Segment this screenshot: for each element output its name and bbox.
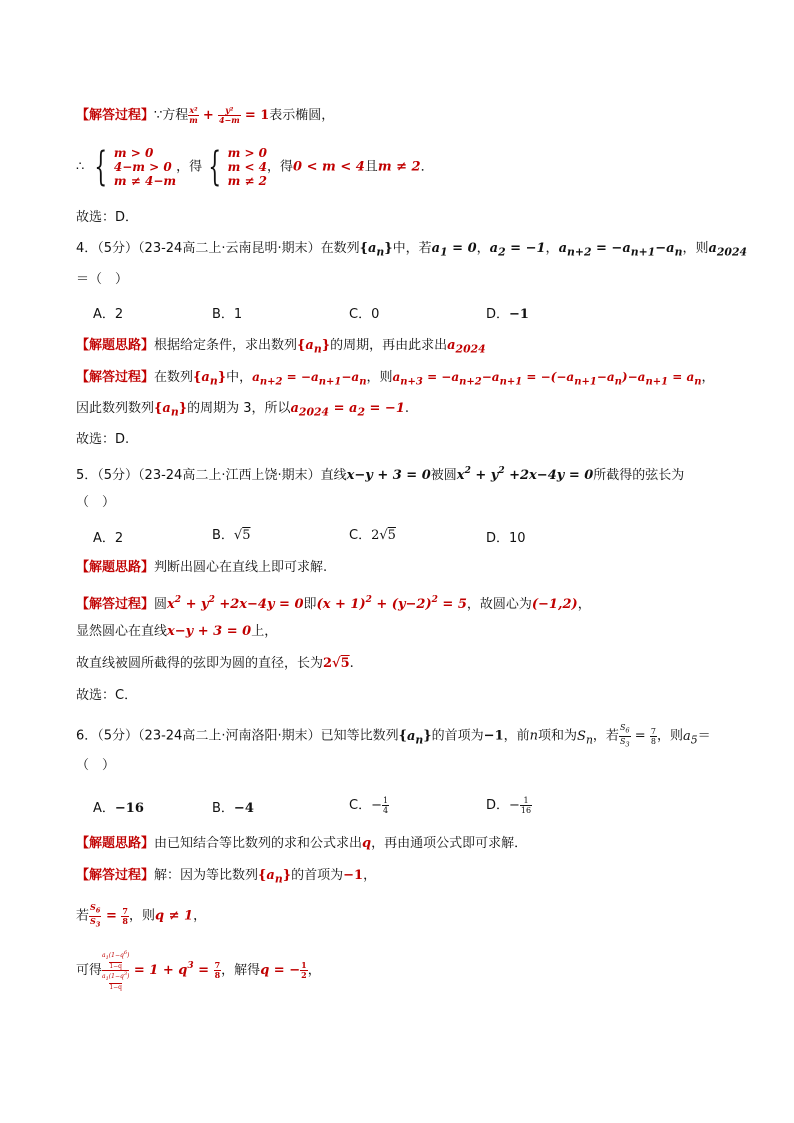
q6-stem-tail: （ ）	[76, 758, 116, 773]
q3-system-line: ∴ { m > 0 4−m > 0 m ≠ 4−m，得 { m > 0 m < 4 m ≠ 2，得0 < m < 4且m ≠ 2．	[76, 144, 434, 190]
q4-option-d: D．−1	[486, 307, 529, 322]
q4-answer: 故选：D.	[76, 432, 130, 447]
q5-stem: 5．（5分）（23-24高二上·江西上饶·期末）直线x−y + 3 = 0被圆$x^2 + y^2 +2x-4y = 0$所截得的弦长为	[76, 466, 685, 483]
q6-idea: 【解题思路】由已知结合等比数列的求和公式求出q，再由通项公式即可求解．	[76, 836, 528, 851]
q5-option-b: B．√5	[212, 528, 251, 543]
q5-process-3: 故直线被圆所截得的弦即为圆的直径，长为2√5.	[76, 656, 354, 671]
q6-process: 【解答过程】解：因为等比数列$\{a_n\}$的首项为−1，	[76, 868, 377, 886]
q4-option-a: A．2	[93, 307, 124, 322]
q3-process-line: 【解答过程】∵方程 $\frac{\text{x²}}{m}$ + $\frac{\text{y²}}{4-m}$ = 1表示椭圆，	[76, 105, 335, 125]
q5-option-a: A．2	[93, 531, 124, 546]
q6-option-b: B．−4	[212, 801, 254, 816]
q5-stem-tail: （ ）	[76, 495, 116, 510]
q5-process: 【解答过程】圆$x^2 + y^2 +2x-4y = 0$即$(x + 1)^2 + (y-2)^2 = 5$，故圆心为(−1,2)，	[76, 595, 591, 612]
q5-option-d: D．10	[486, 531, 526, 546]
q5-answer: 故选：C．	[76, 688, 138, 703]
q4-option-c: C．0	[349, 307, 380, 322]
process-tag: 【解答过程】	[76, 108, 155, 123]
q5-option-c: C．2√5	[349, 528, 396, 543]
q5-process-2: 显然圆心在直线x−y + 3 = 0上，	[76, 624, 278, 639]
q6-option-d: D．− $\frac{1}{16}$	[486, 796, 532, 815]
q6-process-3: 可得 $a_1(1-q^6)$ 1−q $a_1(1-q^3)$ 1−q = $1 + q^3$ = $\frac{7}{8}$ ，解得q = − $\frac{1}{2}$ ，	[76, 950, 321, 992]
q6-stem: 6．（5分）（23-24高二上·河南洛阳·期末）已知等比数列$\{a_n\}$的首项为−1，前n项和为$S_n$，若 $\frac{S_6}{S_3}$ = $\frac{7}{8}$ ，则$a_5=$	[76, 723, 711, 749]
q4-option-b: B．1	[212, 307, 243, 322]
q6-option-a: A．−16	[93, 801, 144, 816]
nested-fraction: $a_1(1-q^6)$ 1−q $a_1(1-q^3)$ 1−q	[102, 950, 130, 992]
q5-idea: 【解题思路】判断出圆心在直线上即可求解.	[76, 560, 328, 575]
system-2: m > 0 m < 4 m ≠ 2	[227, 146, 268, 188]
q3-answer: 故选：D．	[76, 210, 139, 225]
q6-option-c: C．− $\frac{1}{4}$	[349, 796, 389, 815]
q4-stem: 4．（5分）（23-24高二上·云南昆明·期末）在数列$\{a_n\}$中，若$a_1 = 0$，$a_2 = -1$，$a_{n+2} = -a_{n+1}-a_n$，则$a_{2024}$	[76, 241, 748, 259]
q6-process-2: 若 $\frac{S_6}{S_3}$ = $\frac{7}{8}$ ，则q ≠ 1，	[76, 902, 207, 929]
q4-process: 【解答过程】在数列$\{a_n\}$中，$a_{n+2} = -a_{n+1}-a_n$，则$a_{n+3} = -a_{n+2}-a_{n+1} = -(-a_{n+1}-a_n)-a_{n+1} = a_n$，	[76, 370, 715, 388]
q4-stem-tail: ＝（ ）	[76, 272, 129, 287]
q4-idea: 【解题思路】根据给定条件，求出数列$\{a_n\}$的周期，再由此求出$a_{2024}$	[76, 338, 486, 356]
system-1: m > 0 4−m > 0 m ≠ 4−m	[113, 146, 177, 188]
q4-process-2: 因此数列数列$\{a_n\}$的周期为 3，所以$a_{2024} = a_2 = -1$.	[76, 401, 410, 419]
